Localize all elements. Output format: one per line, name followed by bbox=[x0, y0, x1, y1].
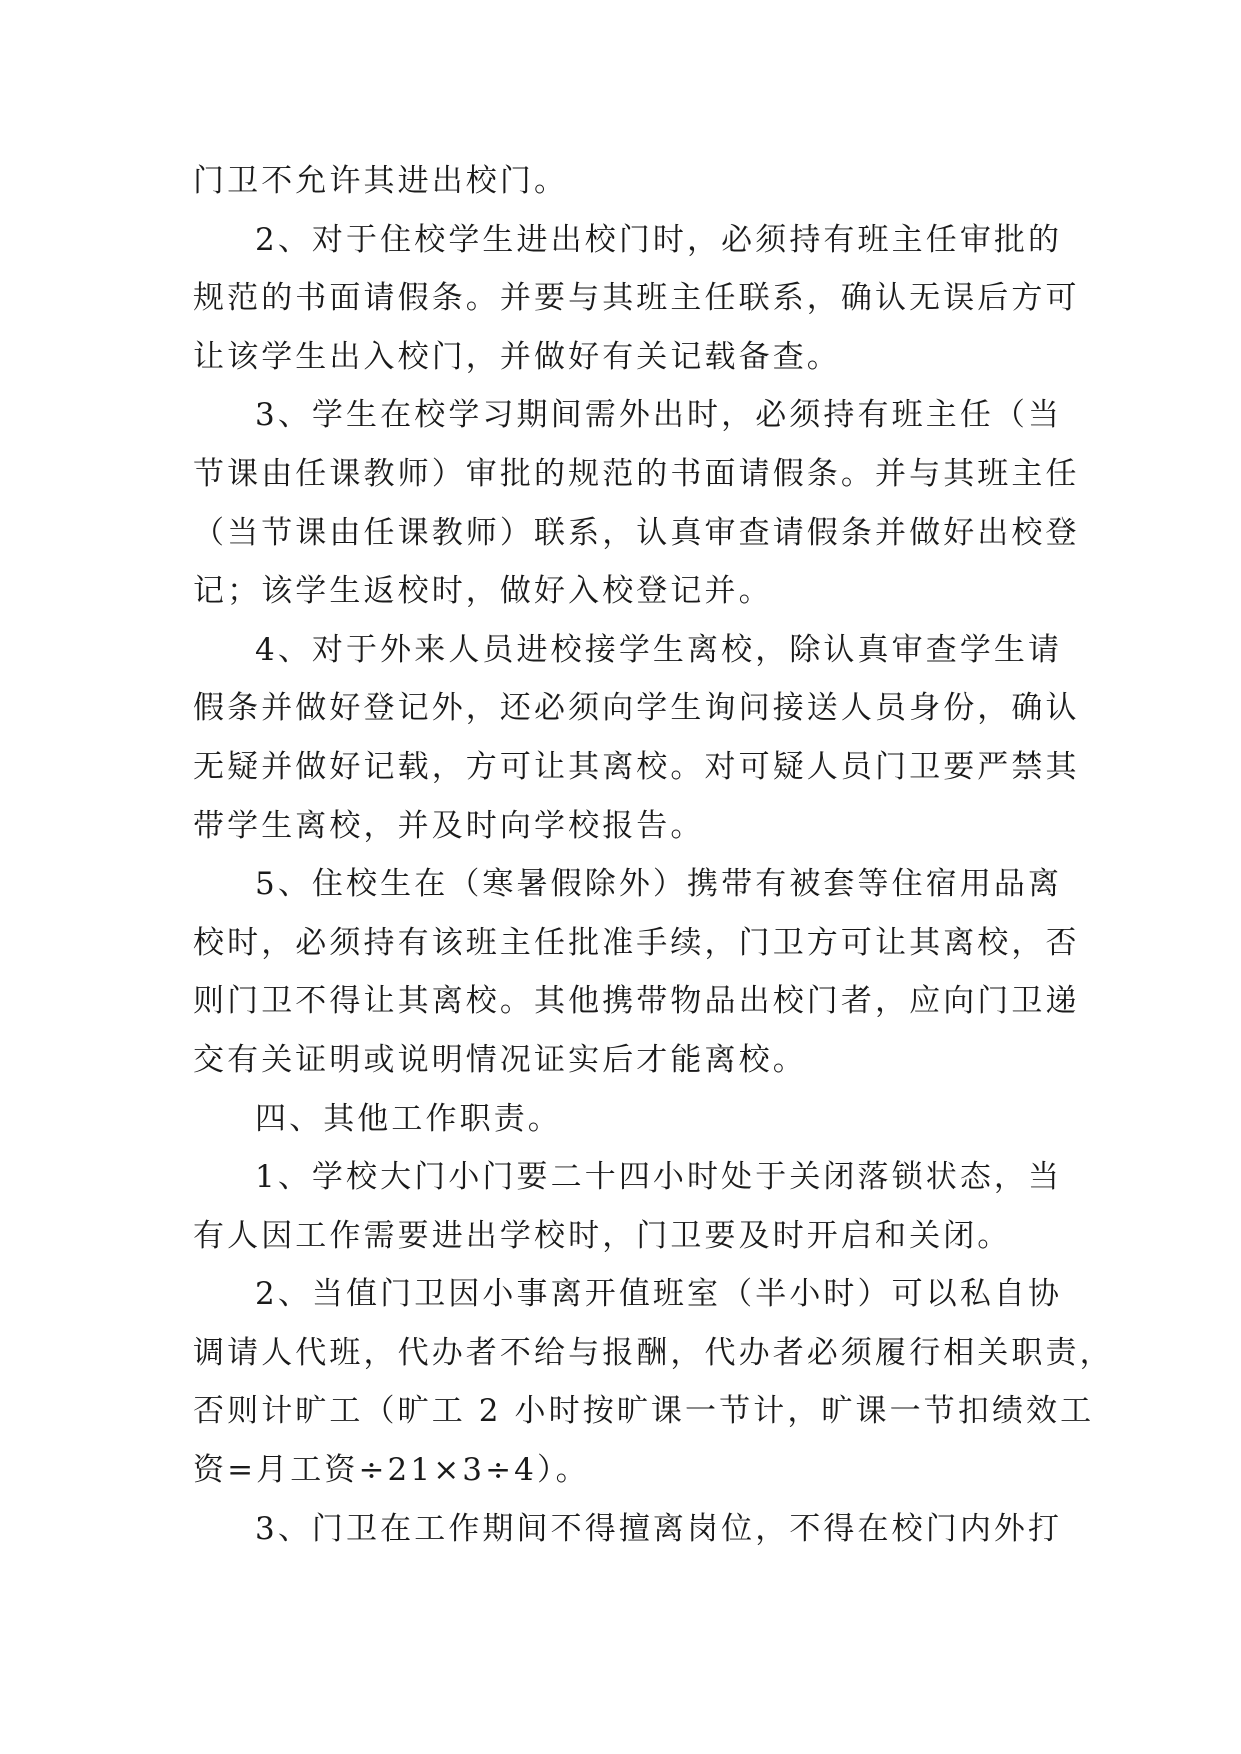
text-line: 带学生离校，并及时向学校报告。 bbox=[193, 807, 705, 844]
text-line: 四、其他工作职责。 bbox=[255, 1100, 562, 1137]
text-line: 校时，必须持有该班主任批准手续，门卫方可让其离校，否 bbox=[193, 924, 1080, 961]
text-line: 交有关证明或说明情况证实后才能离校。 bbox=[193, 1041, 807, 1078]
text-line: 门卫不允许其进出校门。 bbox=[193, 163, 569, 199]
text-line: 节课由任课教师）审批的规范的书面请假条。并与其班主任 bbox=[193, 455, 1080, 492]
text-line: 调请人代班，代办者不给与报酬，代办者必须履行相关职责， bbox=[193, 1334, 1114, 1371]
text-line: 假条并做好登记外，还必须向学生询问接送人员身份，确认 bbox=[193, 690, 1080, 727]
text-line: （当节课由任课教师）联系，认真审查请假条并做好出校登 bbox=[193, 514, 1080, 551]
text-line: 规范的书面请假条。并要与其班主任联系，确认无误后方可 bbox=[193, 280, 1080, 317]
text-line: 记；该学生返校时，做好入校登记并。 bbox=[193, 573, 773, 610]
text-line: 让该学生出入校门，并做好有关记载备查。 bbox=[193, 338, 841, 375]
text-line: 3、学生在校学习期间需外出时，必须持有班主任（当 bbox=[255, 397, 1063, 434]
text-line: 2、当值门卫因小事离开值班室（半小时）可以私自协 bbox=[255, 1276, 1063, 1313]
text-line: 有人因工作需要进出学校时，门卫要及时开启和关闭。 bbox=[193, 1217, 1012, 1254]
text-line: 4、对于外来人员进校接学生离校，除认真审查学生请 bbox=[255, 631, 1063, 668]
text-line: 无疑并做好记载，方可让其离校。对可疑人员门卫要严禁其 bbox=[193, 748, 1080, 785]
text-line: 1、学校大门小门要二十四小时处于关闭落锁状态，当 bbox=[255, 1159, 1063, 1196]
text-line: 5、住校生在（寒暑假除外）携带有被套等住宿用品离 bbox=[255, 866, 1063, 903]
text-line: 3、门卫在工作期间不得擅离岗位，不得在校门内外打 bbox=[255, 1510, 1063, 1547]
document-body bbox=[193, 152, 1114, 1558]
text-line: 2、对于住校学生进出校门时，必须持有班主任审批的 bbox=[255, 221, 1063, 258]
text-line: 否则计旷工（旷工 2 小时按旷课一节计，旷课一节扣绩效工 bbox=[193, 1393, 1095, 1430]
text-line: 则门卫不得让其离校。其他携带物品出校门者，应向门卫递 bbox=[193, 983, 1080, 1020]
text-line: 资=月工资÷21×3÷4）。 bbox=[193, 1452, 590, 1489]
